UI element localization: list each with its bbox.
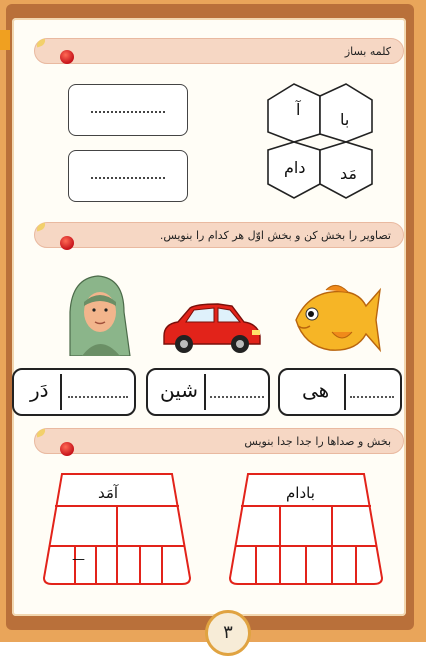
dotted-line: [91, 111, 165, 113]
section3-banner: [34, 428, 404, 454]
answer-box-woman[interactable]: [12, 368, 136, 416]
fish-icon: [290, 280, 382, 358]
answer-word-hi: هی: [302, 378, 330, 402]
car-icon: [158, 300, 266, 358]
page-number: ۳: [205, 610, 251, 656]
answer-box-fish[interactable]: [278, 368, 402, 416]
answer-word-shin: شین: [160, 378, 199, 402]
dotted-line: [91, 177, 165, 179]
hexagon-label-mad: مَد: [340, 164, 357, 183]
section2-banner: [34, 222, 404, 248]
section3-title: بخش و صداها را جدا جدا بنویس: [244, 435, 391, 448]
write-box-1[interactable]: [68, 84, 188, 136]
workbook-page: [12, 18, 406, 643]
hexagon-shape: [268, 84, 320, 142]
woman-icon: [62, 272, 134, 356]
book-spine: [0, 30, 10, 50]
answer-box-car[interactable]: [146, 368, 270, 416]
section1-title: کلمه بساز: [344, 45, 391, 58]
hexagon-label-ba: با: [340, 110, 350, 129]
trapezoid-word-badam: بادام: [286, 484, 315, 502]
box-separator: [344, 374, 346, 410]
write-box-2[interactable]: [68, 150, 188, 202]
trapezoid-dash: —: [72, 552, 85, 567]
hexagon-label-dam: دام: [284, 158, 306, 177]
section1-banner: [34, 38, 404, 64]
section2-title: تصاویر را بخش کن و بخش اوّل هر کدام را بنویس.: [159, 229, 391, 242]
answer-word-dar: دَر: [30, 378, 49, 402]
dotted-line: [68, 396, 128, 398]
apple-icon: [60, 236, 74, 250]
dotted-line: [350, 396, 394, 398]
trapezoid-word-amad: آمَد: [98, 484, 119, 502]
apple-icon: [60, 50, 74, 64]
box-separator: [204, 374, 206, 410]
hexagon-cluster: [256, 76, 384, 206]
dotted-line: [210, 396, 264, 398]
hexagon-label-a: آ: [296, 100, 301, 119]
box-separator: [60, 374, 62, 410]
apple-icon: [60, 442, 74, 456]
